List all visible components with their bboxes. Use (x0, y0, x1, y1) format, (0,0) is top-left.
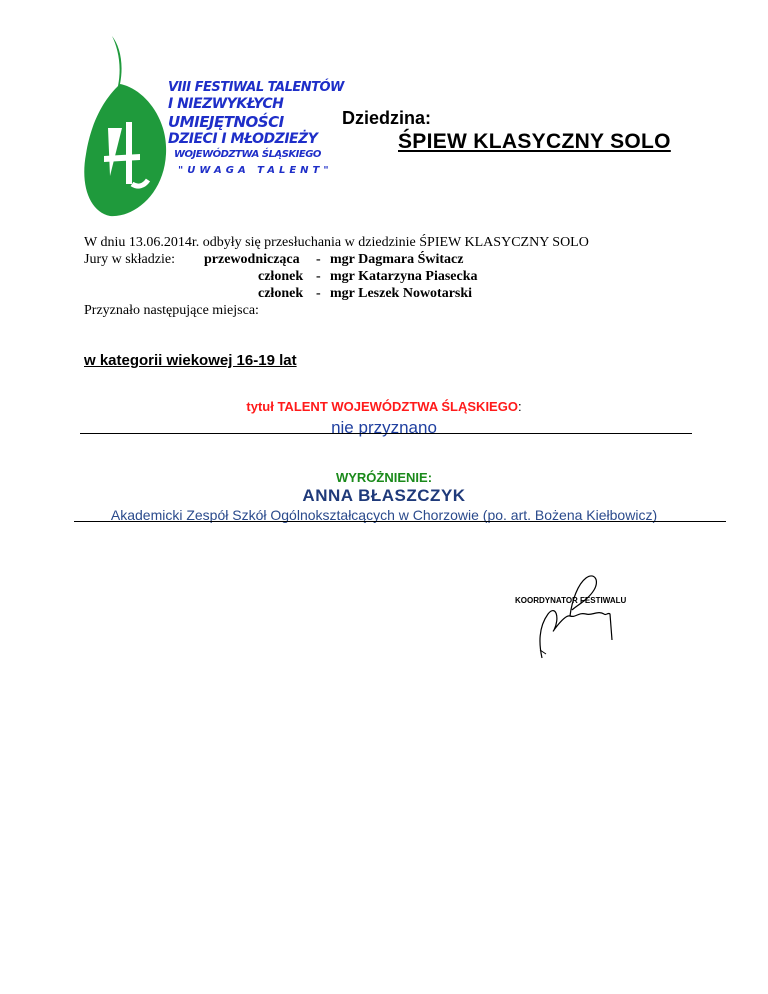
distinction-label: WYRÓŻNIENIE: (335, 470, 433, 485)
festival-logo (82, 36, 357, 221)
jury-dash: - (316, 252, 321, 267)
logo-text-line: "UWAGA TALENT" (178, 165, 333, 176)
jury-dash: - (316, 286, 321, 301)
jury-name: mgr Katarzyna Piasecka (330, 269, 478, 284)
title-award-label (0, 399, 768, 414)
jury-name: mgr Dagmara Świtacz (330, 252, 464, 267)
coordinator-label: KOORDYNATOR FESTIWALU (515, 596, 627, 605)
field-name: ŚPIEW KLASYCZNY SOLO (398, 130, 671, 153)
intro-text: W dniu 13.06.2014r. odbyły się przesłuchania w dziedzinie ŚPIEW KLASYCZNY SOLO (84, 235, 589, 250)
winner-name: ANNA BŁASZCZYK (302, 486, 466, 505)
title-award-result: nie przyznano (331, 418, 437, 437)
title-award-text: tytuł TALENT WOJEWÓDZTWA ŚLĄSKIEGO (246, 399, 518, 414)
jury-dash: - (316, 269, 321, 284)
field-label: Dziedzina: (342, 108, 432, 128)
logo-text-line: DZIECI I MŁODZIEŻY (168, 131, 318, 147)
jury-role: przewodnicząca (204, 252, 300, 267)
jury-name: mgr Leszek Nowotarski (330, 286, 473, 301)
divider (74, 521, 726, 522)
signature-image (520, 570, 650, 665)
jury-role: członek (258, 269, 304, 284)
winner-school: Akademicki Zespół Szkół Ogólnokształcących w Chorzowie (po. art. Bożena Kiełbowicz) (110, 507, 658, 523)
logo-text-line: UMIEJĘTNOŚCI (168, 113, 284, 131)
title-award-colon: : (517, 399, 522, 414)
age-category-heading: w kategorii wiekowej 16-19 lat (84, 352, 297, 369)
leaf-emblem-icon (82, 36, 172, 221)
jury-label: Jury w składzie: (84, 252, 175, 267)
logo-text-line: I NIEZWYKŁYCH (168, 96, 284, 112)
logo-text-line: WOJEWÓDZTWA ŚLĄSKIEGO (174, 149, 321, 160)
awarded-text: Przyznało następujące miejsca: (84, 303, 259, 318)
divider (80, 433, 692, 434)
logo-text-line: VIII FESTIWAL TALENTÓW (168, 80, 344, 95)
jury-role: członek (258, 286, 304, 301)
